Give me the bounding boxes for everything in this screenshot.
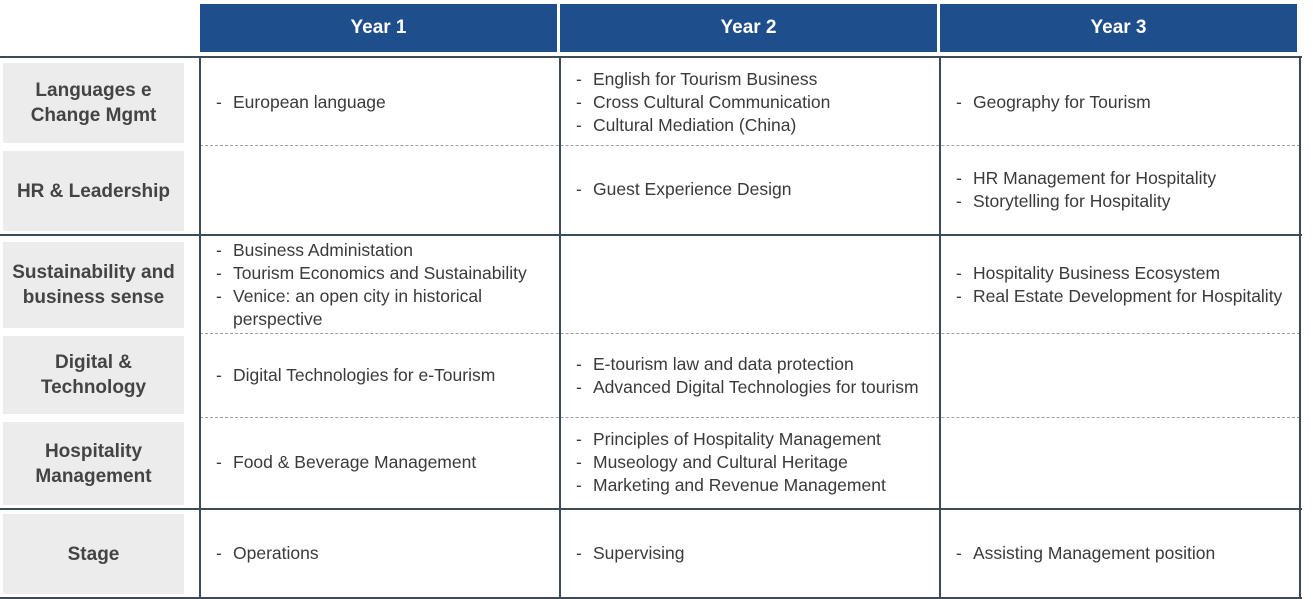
table-cell (562, 237, 939, 333)
course-list (216, 542, 319, 565)
course-item: - Geography for Tourism (956, 91, 1151, 114)
course-list (576, 178, 791, 201)
course-list (956, 91, 1151, 114)
table-cell (942, 510, 1299, 597)
table-cell (942, 237, 1299, 333)
table-cell (202, 146, 559, 233)
course-list (216, 451, 476, 474)
course-item: - Cultural Mediation (China) (576, 114, 830, 137)
table-cell (202, 418, 559, 507)
course-item: - HR Management for Hospitality (956, 167, 1216, 190)
course-item: - Digital Technologies for e-Tourism (216, 364, 495, 387)
table-cell (562, 334, 939, 417)
row-divider-dashed (200, 145, 1300, 146)
column-divider-line (199, 57, 201, 598)
course-list (576, 428, 886, 497)
course-item: - Marketing and Revenue Management (576, 474, 886, 497)
course-item: - Guest Experience Design (576, 178, 791, 201)
table-cell (202, 237, 559, 333)
group-divider-line (0, 56, 1302, 58)
course-list (956, 262, 1282, 308)
group-divider-line (0, 234, 1302, 236)
table-cell (942, 334, 1299, 417)
row-divider-dashed (200, 333, 1300, 334)
row-category-label: Stage (3, 514, 184, 594)
column-header-year-1: Year 1 (200, 4, 557, 52)
course-item: - Venice: an open city in historical perspective (216, 285, 553, 331)
course-item: - Assisting Management position (956, 542, 1215, 565)
row-category-label: Languages e Change Mgmt (3, 63, 184, 143)
course-item: - Operations (216, 542, 319, 565)
row-category-label: Sustainability and business sense (3, 242, 184, 328)
course-item: - Real Estate Development for Hospitality (956, 285, 1282, 308)
course-item: - Principles of Hospitality Management (576, 428, 886, 451)
column-divider-line (559, 57, 561, 598)
table-right-border (1299, 57, 1301, 598)
row-category-label: Hospitality Management (3, 422, 184, 505)
course-item: - Food & Beverage Management (216, 451, 476, 474)
course-list (576, 353, 919, 399)
column-divider-line (939, 57, 941, 598)
course-item: - Advanced Digital Technologies for tourism (576, 376, 919, 399)
course-list (956, 542, 1215, 565)
column-header-year-2: Year 2 (560, 4, 937, 52)
course-item: - Business Administation (216, 239, 553, 262)
course-list (216, 239, 553, 331)
table-cell (202, 334, 559, 417)
course-item: - Supervising (576, 542, 684, 565)
table-cell (202, 59, 559, 145)
course-list (216, 364, 495, 387)
table-cell (562, 510, 939, 597)
table-cell (562, 418, 939, 507)
course-item: - English for Tourism Business (576, 68, 830, 91)
table-cell (942, 418, 1299, 507)
group-divider-line (0, 508, 1302, 510)
course-list (576, 68, 830, 137)
course-item: - Tourism Economics and Sustainability (216, 262, 553, 285)
course-list (576, 542, 684, 565)
column-header-year-3: Year 3 (940, 4, 1297, 52)
course-item: - European language (216, 91, 386, 114)
row-divider-dashed (200, 417, 1300, 418)
table-cell (942, 59, 1299, 145)
table-cell (202, 510, 559, 597)
course-list (216, 91, 386, 114)
course-list (956, 167, 1216, 213)
table-cell (562, 59, 939, 145)
row-category-label: HR & Leadership (3, 151, 184, 231)
course-item: - Museology and Cultural Heritage (576, 451, 886, 474)
course-item: - E-tourism law and data protection (576, 353, 919, 376)
course-item: - Hospitality Business Ecosystem (956, 262, 1282, 285)
table-cell (942, 146, 1299, 233)
table-cell (562, 146, 939, 233)
course-item: - Cross Cultural Communication (576, 91, 830, 114)
course-item: - Storytelling for Hospitality (956, 190, 1216, 213)
row-category-label: Digital & Technology (3, 336, 184, 414)
